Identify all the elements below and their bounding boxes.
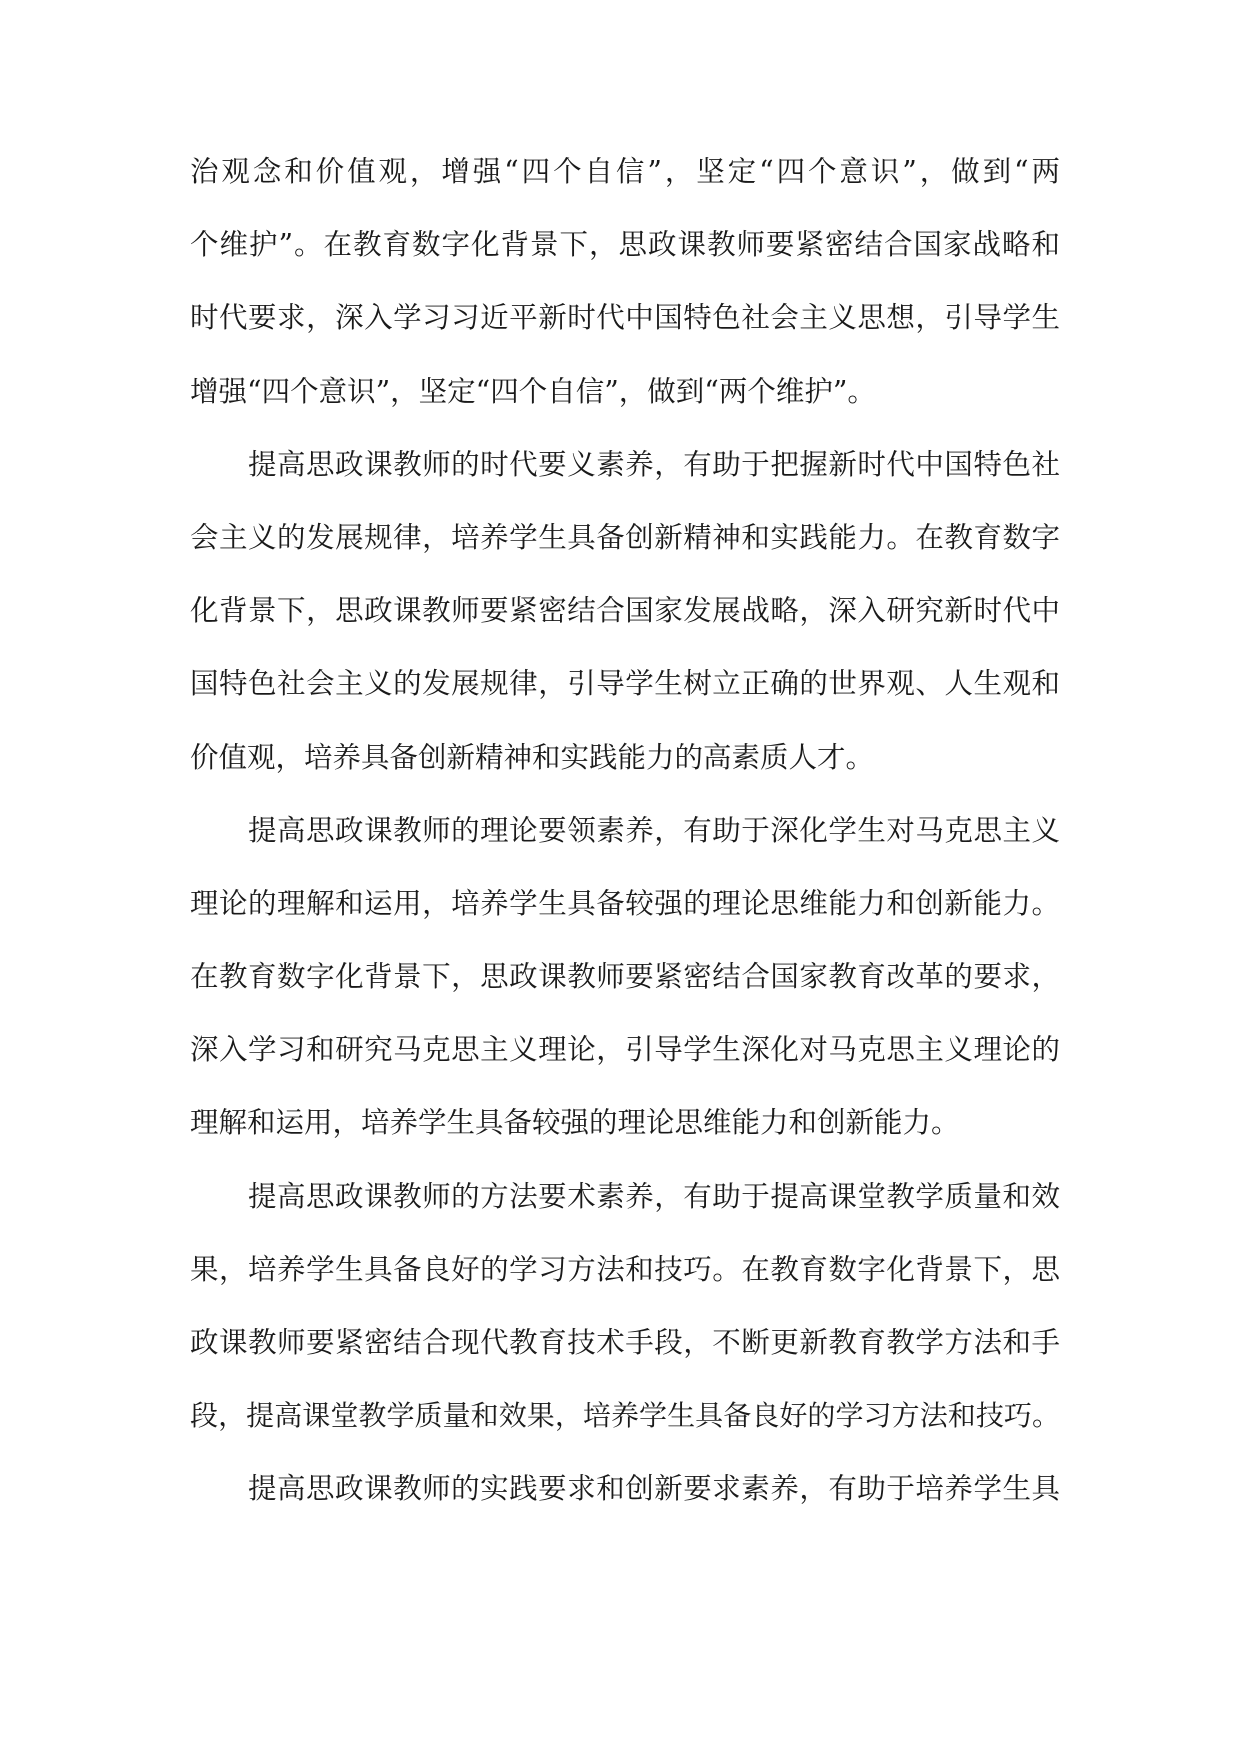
text-line: 治观念和价值观，增强“四个自信”，坚定“四个意识”，做到“两 xyxy=(190,155,1060,188)
text-line: 增强“四个意识”，坚定“四个自信”，做到“两个维护”。 xyxy=(190,374,876,408)
text-line: 深入学习和研究马克思主义理论，引导学生深化对马克思主义理论的 xyxy=(190,1033,1060,1067)
text-line: 个维护”。在教育数字化背景下，思政课教师要紧密结合国家战略和 xyxy=(190,228,1060,262)
text-line: 国特色社会主义的发展规律，引导学生树立正确的世界观、人生观和 xyxy=(190,667,1060,701)
text-line: 段，提高课堂教学质量和效果，培养学生具备良好的学习方法和技巧。 xyxy=(190,1399,1060,1433)
paragraph-first-line: 提高思政课教师的时代要义素养，有助于把握新时代中国特色社 xyxy=(248,447,1060,481)
text-line: 在教育数字化背景下，思政课教师要紧密结合国家教育改革的要求， xyxy=(190,960,1060,994)
text-line: 价值观，培养具备创新精神和实践能力的高素质人才。 xyxy=(190,740,875,774)
text-line: 果，培养学生具备良好的学习方法和技巧。在教育数字化背景下，思 xyxy=(190,1252,1060,1286)
text-line: 会主义的发展规律，培养学生具备创新精神和实践能力。在教育数字 xyxy=(190,520,1060,554)
document-body-text xyxy=(190,135,1060,1526)
text-line: 化背景下，思政课教师要紧密结合国家发展战略，深入研究新时代中 xyxy=(190,594,1060,628)
text-line: 理论的理解和运用，培养学生具备较强的理论思维能力和创新能力。 xyxy=(190,886,1060,920)
text-line: 时代要求，深入学习习近平新时代中国特色社会主义思想，引导学生 xyxy=(190,301,1060,335)
paragraph-first-line: 提高思政课教师的方法要术素养，有助于提高课堂教学质量和效 xyxy=(248,1179,1060,1213)
text-line: 政课教师要紧密结合现代教育技术手段，不断更新教育教学方法和手 xyxy=(190,1326,1060,1359)
text-line: 理解和运用，培养学生具备较强的理论思维能力和创新能力。 xyxy=(190,1106,960,1140)
paragraph-first-line: 提高思政课教师的理论要领素养，有助于深化学生对马克思主义 xyxy=(248,813,1060,847)
paragraph-first-line: 提高思政课教师的实践要求和创新要求素养，有助于培养学生具 xyxy=(248,1472,1060,1506)
